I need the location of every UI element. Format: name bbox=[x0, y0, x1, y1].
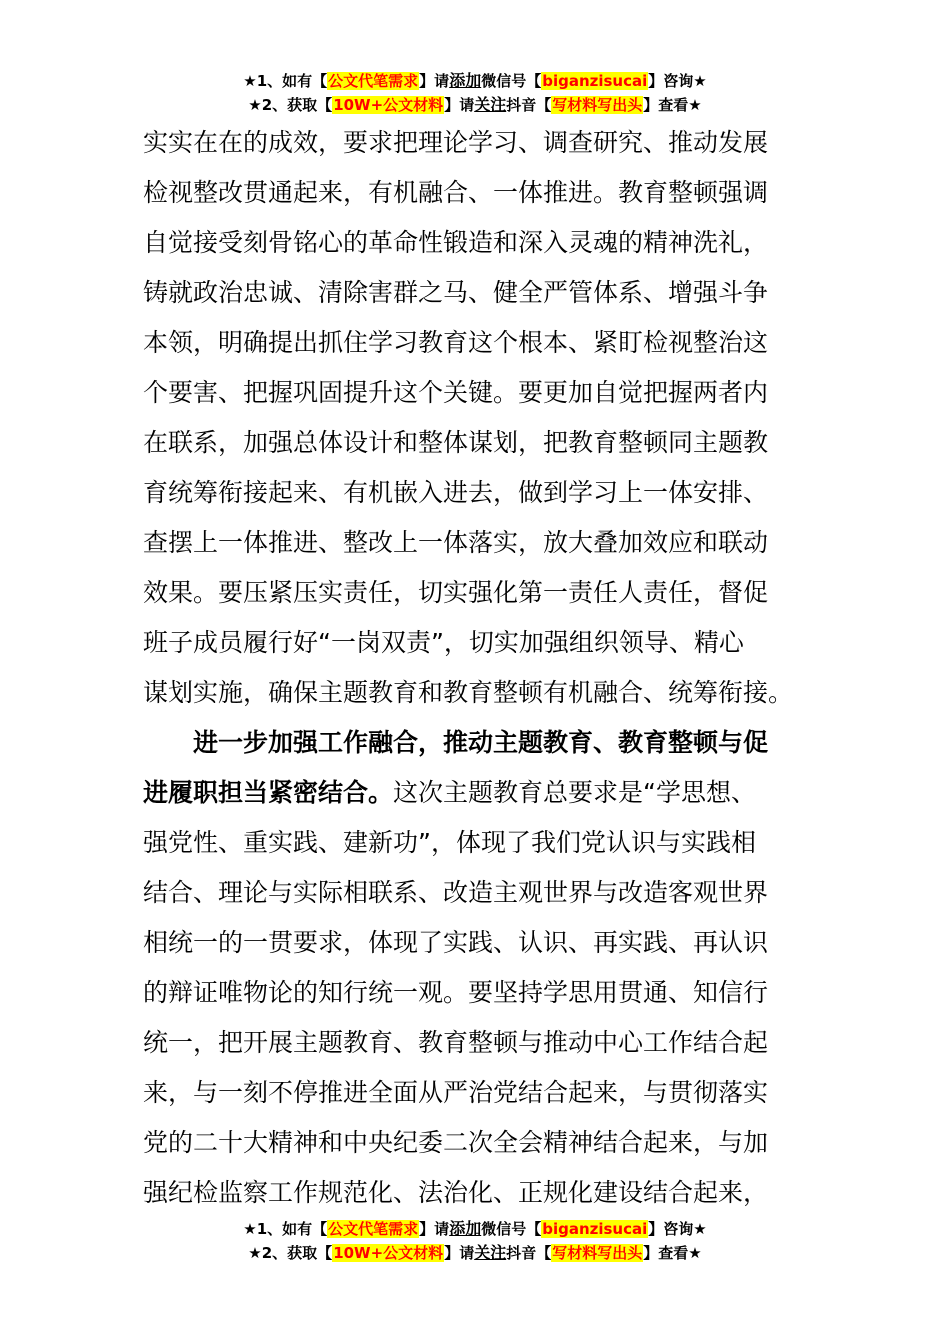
highlight-service: 公文代笔需求 bbox=[328, 1220, 419, 1238]
banner-emphasis: 添加 bbox=[449, 71, 482, 90]
banner-line-1 bbox=[0, 69, 950, 93]
banner-line-2 bbox=[0, 93, 950, 117]
banner-text: 】请 bbox=[444, 1244, 475, 1262]
section-heading-line bbox=[143, 768, 813, 818]
banner-text: 】请 bbox=[444, 96, 475, 114]
section-heading-text: 进履职担当紧密结合。 bbox=[143, 778, 394, 807]
paragraph-line: 统一，把开展主题教育、教育整顿与推动中心工作结合起 bbox=[143, 1028, 769, 1057]
footer-banner bbox=[0, 1217, 950, 1265]
highlight-douyin: 写材料写出头 bbox=[552, 96, 643, 114]
paragraph-line: 来，与一刻不停推进全面从严治党结合起来，与贯彻落实 bbox=[143, 1078, 769, 1107]
document-body bbox=[143, 118, 813, 1218]
banner-text: 】请 bbox=[419, 72, 450, 90]
paragraph-line: 班子成员履行好“一岗双责”，切实加强组织领导、精心 bbox=[143, 628, 744, 657]
banner-text: 抖音【 bbox=[506, 96, 552, 114]
paragraph-line: 效果。要压紧压实责任，切实强化第一责任人责任，督促 bbox=[143, 578, 769, 607]
banner-text: 抖音【 bbox=[506, 1244, 552, 1262]
paragraph-line: 结合、理论与实际相联系、改造主观世界与改造客观世界 bbox=[143, 878, 769, 907]
highlight-wechat-id: biganzisucai bbox=[542, 1220, 648, 1238]
banner-line-1 bbox=[0, 1217, 950, 1241]
paragraph-line: 强纪检监察工作规范化、法治化、正规化建设结合起来， bbox=[143, 1178, 769, 1207]
paragraph-line: 个要害、把握巩固提升这个关键。要更加自觉把握两者内 bbox=[143, 378, 769, 407]
section-heading-line: 进一步加强工作融合，推动主题教育、教育整顿与促 bbox=[193, 728, 769, 757]
banner-emphasis: 添加 bbox=[449, 1219, 482, 1238]
paragraph-line: 铸就政治忠诚、清除害群之马、健全严管体系、增强斗争 bbox=[143, 278, 769, 307]
paragraph-line: 党的二十大精神和中央纪委二次全会精神结合起来，与加 bbox=[143, 1128, 769, 1157]
highlight-wechat-id: biganzisucai bbox=[542, 72, 648, 90]
header-banner bbox=[0, 69, 950, 117]
paragraph-line: 强党性、重实践、建新功”，体现了我们党认识与实践相 bbox=[143, 828, 756, 857]
paragraph-line: 在联系，加强总体设计和整体谋划，把教育整顿同主题教 bbox=[143, 428, 769, 457]
paragraph-line: 实实在在的成效，要求把理论学习、调查研究、推动发展 bbox=[143, 128, 769, 157]
paragraph-line: 自觉接受刻骨铭心的革命性锻造和深入灵魂的精神洗礼， bbox=[143, 228, 769, 257]
banner-text: ★2、获取【 bbox=[248, 96, 333, 114]
banner-text: 】请 bbox=[419, 1220, 450, 1238]
highlight-materials: 10W+公文材料 bbox=[333, 96, 444, 114]
banner-text: 微信号【 bbox=[481, 1220, 542, 1238]
highlight-douyin: 写材料写出头 bbox=[552, 1244, 643, 1262]
banner-text: ★1、如有【 bbox=[243, 72, 328, 90]
banner-text: 】咨询★ bbox=[648, 72, 707, 90]
banner-line-2 bbox=[0, 1241, 950, 1265]
paragraph-line: 谋划实施，确保主题教育和教育整顿有机融合、统筹衔接。 bbox=[143, 678, 794, 707]
paragraph-line: 的辩证唯物论的知行统一观。要坚持学思用贯通、知信行 bbox=[143, 978, 769, 1007]
highlight-service: 公文代笔需求 bbox=[328, 72, 419, 90]
paragraph-text: 这次主题教育总要求是“学思想、 bbox=[393, 778, 756, 807]
banner-text: 】咨询★ bbox=[648, 1220, 707, 1238]
paragraph-line: 育统筹衔接起来、有机嵌入进去，做到学习上一体安排、 bbox=[143, 478, 769, 507]
paragraph-line: 本领，明确提出抓住学习教育这个根本、紧盯检视整治这 bbox=[143, 328, 769, 357]
banner-text: ★1、如有【 bbox=[243, 1220, 328, 1238]
banner-text: 】查看★ bbox=[643, 96, 702, 114]
banner-text: ★2、获取【 bbox=[248, 1244, 333, 1262]
banner-emphasis: 关注 bbox=[474, 95, 507, 114]
banner-text: 】查看★ bbox=[643, 1244, 702, 1262]
highlight-materials: 10W+公文材料 bbox=[333, 1244, 444, 1262]
paragraph-line: 检视整改贯通起来，有机融合、一体推进。教育整顿强调 bbox=[143, 178, 769, 207]
banner-text: 微信号【 bbox=[481, 72, 542, 90]
paragraph-line: 查摆上一体推进、整改上一体落实，放大叠加效应和联动 bbox=[143, 528, 769, 557]
paragraph-line: 相统一的一贯要求，体现了实践、认识、再实践、再认识 bbox=[143, 928, 769, 957]
banner-emphasis: 关注 bbox=[474, 1243, 507, 1262]
